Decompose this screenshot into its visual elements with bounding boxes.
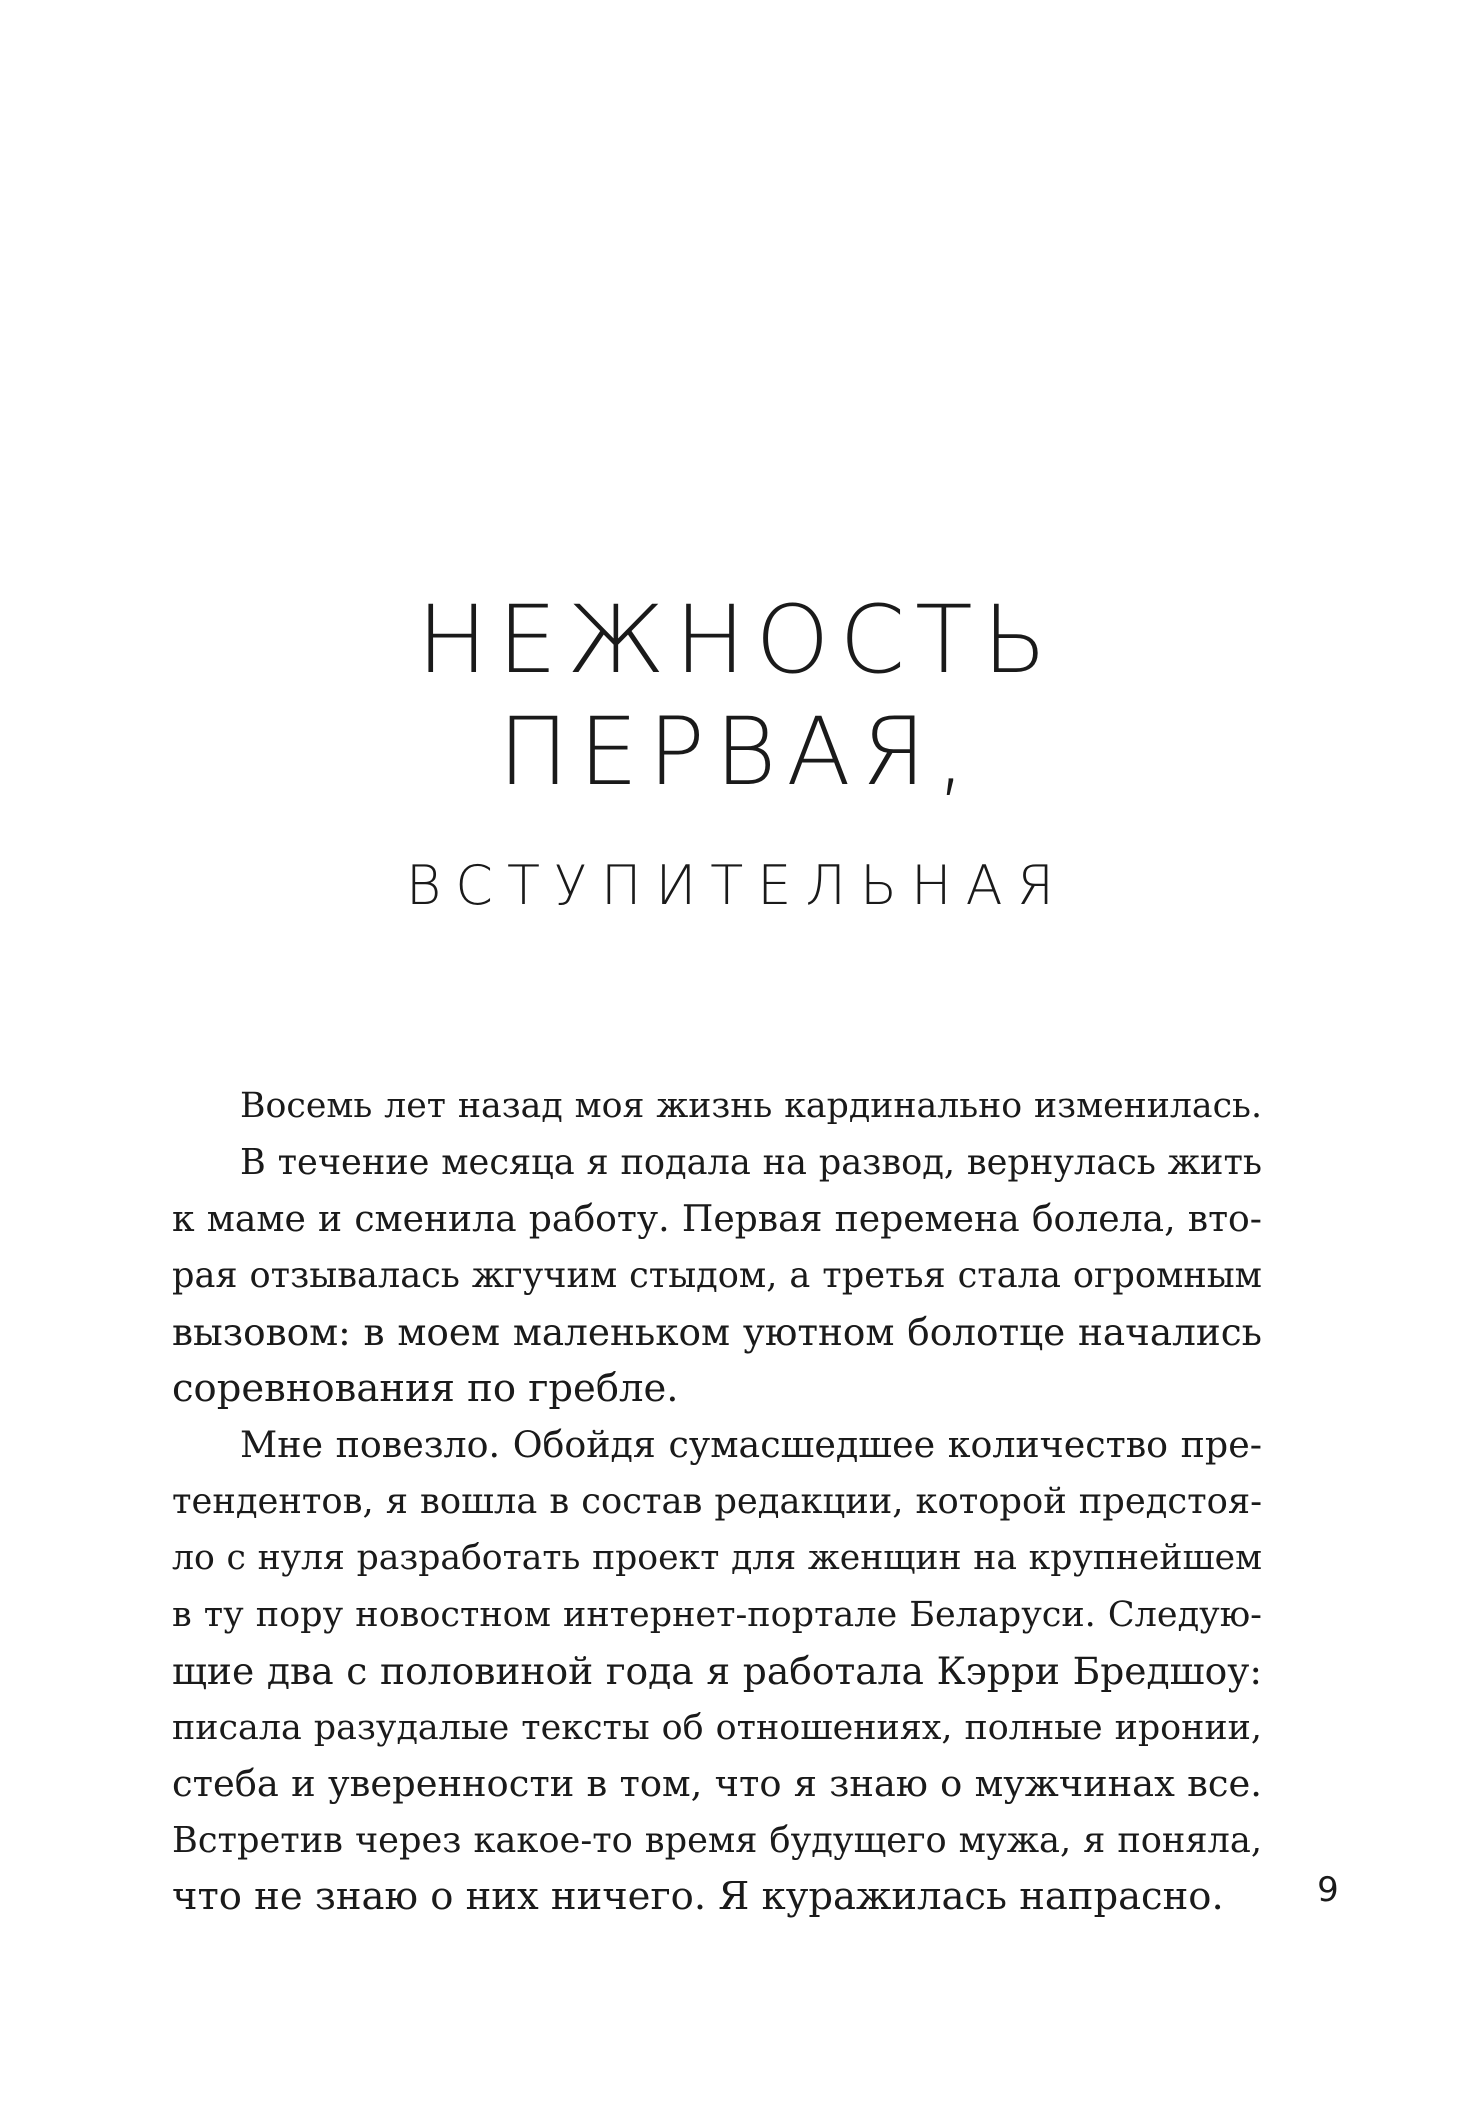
text-line: соревнования по гребле. [172, 1365, 679, 1411]
text-line: Встретив через какое-то время будущего мужа, я поняла, [172, 1819, 1262, 1861]
body-text [172, 1078, 1262, 1926]
text-line: Мне повезло. Обойдя сумасшедшее количество пре- [240, 1423, 1262, 1466]
text-line: щие два с половиной года я работала Кэрри Бредшоу: [172, 1649, 1262, 1693]
text-line: ло с нуля разработать проект для женщин на крупнейшем [172, 1538, 1262, 1578]
chapter-heading [0, 585, 1474, 921]
text-line: стеба и уверенности в том, что я знаю о мужчинах все. [172, 1762, 1262, 1805]
text-line: вызовом: в моем маленьком уютном болотце начались [172, 1310, 1262, 1354]
chapter-subtitle: ВСТУПИТЕЛЬНАЯ [405, 854, 1069, 917]
page-number: 9 [1317, 1870, 1339, 1910]
text-line: писала разудалые тексты об отношениях, полные иронии, [172, 1707, 1262, 1748]
chapter-title-line-2: ПЕРВАЯ, [498, 698, 976, 807]
text-line: к маме и сменила работу. Первая перемена болела, вто- [172, 1197, 1262, 1240]
chapter-title-line-1: НЕЖНОСТЬ [416, 586, 1057, 695]
text-line: что не знаю о них ничего. Я куражилась напрасно. [172, 1874, 1224, 1919]
text-line: рая отзывалась жгучим стыдом, а третья стала огромным [172, 1254, 1262, 1296]
text-line: Восемь лет назад моя жизнь кардинально изменилась. [240, 1086, 1262, 1126]
text-line: в ту пору новостном интернет-портале Беларуси. Следую- [172, 1594, 1262, 1635]
text-line: В течение месяца я подала на развод, вернулась жить [240, 1141, 1262, 1183]
text-line: тендентов, я вошла в состав редакции, которой предстоя- [172, 1480, 1262, 1522]
